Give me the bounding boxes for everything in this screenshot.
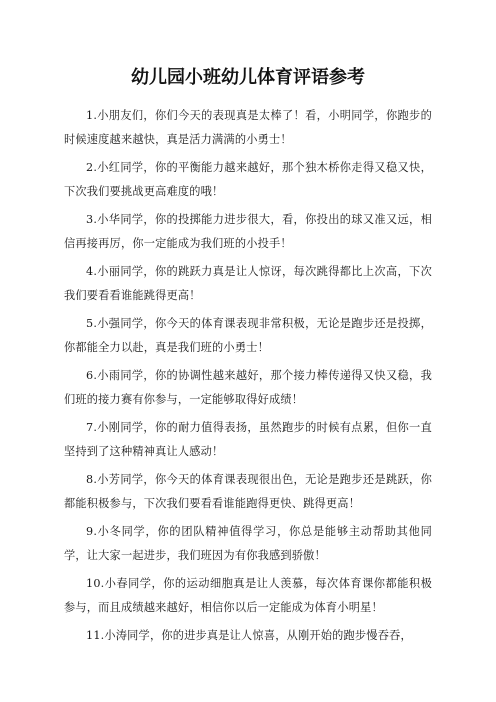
paragraph-7: 7.小刚同学，你的耐力值得表扬，虽然跑步的时候有点累，但你一直坚持到了这种精神真让人感动！ (64, 421, 432, 458)
paragraph-3: 3.小华同学，你的投掷能力进步很大，看，你投出的球又准又远，相信再接再厉，你一定能成为我们班的小投手！ (64, 213, 432, 250)
paragraph-11: 11.小涛同学，你的进步真是让人惊喜，从刚开始的跑步慢吞吞， (86, 629, 412, 642)
paragraph-5: 5.小强同学，你今天的体育课表现非常积极，无论是跑步还是投掷，你都能全力以赴，真是我们班的小勇士！ (64, 317, 432, 354)
paragraph-4: 4.小丽同学，你的跳跃力真是让人惊讶，每次跳得都比上次高，下次我们要看看谁能跳得更高！ (64, 265, 432, 302)
paragraph-1: 1.小朋友们，你们今天的表现真是太棒了！看，小明同学，你跑步的时候速度越来越快，真是活力满满的小勇士！ (64, 109, 432, 146)
paragraph-6: 6.小雨同学，你的协调性越来越好，那个接力棒传递得又快又稳，我们班的接力赛有你参与，一定能够取得好成绩！ (64, 369, 432, 406)
paragraph-9: 9.小冬同学，你的团队精神值得学习，你总是能够主动帮助其他同学，让大家一起进步，我们班因为有你我感到骄傲！ (64, 525, 432, 562)
paragraph-8: 8.小芳同学，你今天的体育课表现很出色，无论是跑步还是跳跃，你都能积极参与，下次我们要看看谁能跑得更快、跳得更高！ (64, 473, 432, 510)
paragraph-2: 2.小红同学，你的平衡能力越来越好，那个独木桥你走得又稳又快，下次我们要挑战更高难度的哦！ (64, 161, 432, 198)
document-title: 幼儿园小班幼儿体育评语参考 (131, 67, 365, 88)
paragraph-10: 10.小春同学，你的运动细胞真是让人羡慕，每次体育课你都能积极参与，而且成绩越来越好，相信你以后一定能成为体育小明星！ (64, 577, 432, 614)
document-body (64, 104, 432, 652)
